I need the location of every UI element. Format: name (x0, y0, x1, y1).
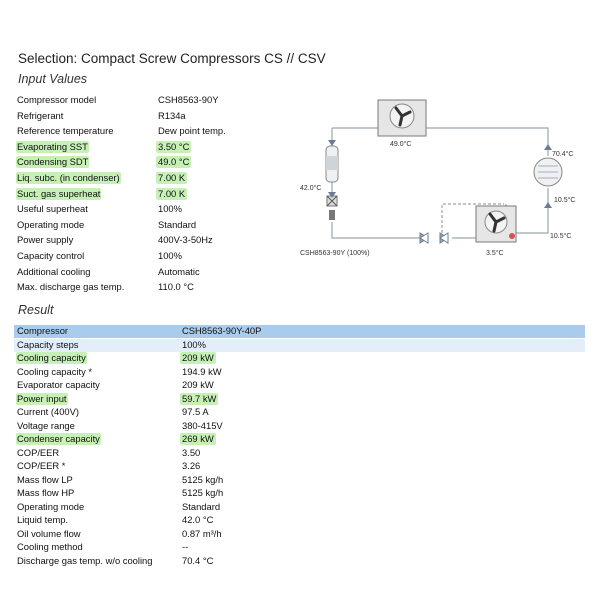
table-row (14, 474, 585, 487)
row-label: Cooling capacity * (17, 365, 93, 377)
table-row (16, 234, 316, 247)
row-value: 3.26 (182, 460, 201, 471)
page-title: Selection: Compact Screw Compressors CS // CSV (18, 51, 326, 66)
row-label: Suct. gas superheat (17, 187, 101, 199)
row-label: Evaporating SST (17, 140, 88, 152)
table-row (14, 460, 585, 473)
suction-temp-upper-label: 10.5°C (554, 197, 576, 204)
table-row (16, 203, 316, 216)
row-value: 100% (158, 250, 182, 261)
evaporator-temp-label: 3.5°C (486, 250, 504, 257)
row-label: Discharge gas temp. w/o cooling (17, 554, 153, 566)
row-value: 209 kW (182, 379, 214, 390)
row-label: Max. discharge gas temp. (17, 281, 125, 293)
row-value: 209 kW (182, 352, 214, 363)
row-value: CSH8563-90Y-40P (182, 325, 262, 336)
row-value: 42.0 °C (182, 514, 214, 525)
row-label: Cooling method (17, 541, 83, 552)
table-row (16, 266, 316, 279)
row-label: Reference temperature (17, 125, 114, 137)
row-value: 3.50 (182, 446, 201, 458)
expansion-valves (420, 233, 448, 243)
row-value: 100% (182, 338, 206, 350)
table-row (14, 555, 585, 568)
condenser-unit (378, 100, 426, 136)
table-row (16, 250, 316, 263)
row-value: 7.00 K (158, 187, 186, 199)
table-row (16, 110, 316, 123)
row-value: R134a (158, 109, 186, 121)
row-value: 97.5 A (182, 406, 209, 417)
filter-drier (327, 196, 337, 220)
row-value: 5125 kg/h (182, 473, 224, 485)
row-label: Capacity steps (17, 338, 79, 350)
table-row (16, 219, 316, 232)
table-row (16, 156, 316, 169)
row-value: -- (182, 541, 189, 552)
row-label: Operating mode (17, 500, 85, 512)
row-value: 49.0 °C (158, 156, 190, 168)
input-values-heading: Input Values (18, 72, 88, 86)
row-label: Power supply (17, 234, 74, 246)
table-row (14, 393, 585, 406)
row-label: Mass flow HP (17, 487, 75, 498)
table-row (16, 172, 316, 185)
row-label: Power input (17, 392, 67, 404)
table-row (16, 141, 316, 154)
row-label: Useful superheat (17, 203, 88, 215)
table-row (16, 125, 316, 138)
row-label: Condensing SDT (17, 156, 89, 168)
suction-temp-lower-label: 10.5°C (550, 233, 572, 240)
discharge-temp-label: 70.4°C (552, 151, 574, 158)
compressor-symbol (534, 158, 562, 186)
row-label: Cooling capacity (17, 352, 86, 363)
row-label: Compressor (17, 325, 69, 336)
row-label: Oil volume flow (17, 527, 81, 539)
table-row (16, 281, 316, 294)
row-value: 400V-3-50Hz (158, 234, 213, 246)
table-row (16, 94, 316, 107)
row-label: Operating mode (17, 218, 85, 230)
row-value: Automatic (158, 265, 200, 277)
table-row (14, 406, 585, 419)
evaporator-unit (476, 206, 516, 242)
row-label: Condenser capacity (17, 433, 100, 444)
row-label: Compressor model (17, 94, 97, 105)
row-label: Additional cooling (17, 265, 91, 277)
row-value: 70.4 °C (182, 554, 214, 566)
row-label: Liq. subc. (in condenser) (17, 172, 120, 183)
table-row (14, 366, 585, 379)
table-row (16, 188, 316, 201)
result-heading: Result (18, 303, 54, 317)
row-value: 0.87 m³/h (182, 527, 222, 539)
row-value: 110.0 °C (158, 281, 194, 293)
row-value: 380-415V (182, 419, 223, 431)
row-label: Current (400V) (17, 406, 80, 417)
row-value: Dew point temp. (158, 125, 226, 137)
row-value: 59.7 kW (182, 392, 217, 404)
model-caption: CSH8563-90Y (100%) (300, 250, 370, 257)
row-label: COP/EER (17, 446, 60, 458)
row-label: COP/EER * (17, 460, 66, 471)
row-value: 5125 kg/h (182, 487, 224, 498)
row-value: 7.00 K (158, 172, 186, 183)
table-row (14, 514, 585, 527)
row-label: Refrigerant (17, 109, 64, 121)
table-row (14, 501, 585, 514)
row-label: Evaporator capacity (17, 379, 100, 390)
table-row (14, 433, 585, 446)
row-value: 100% (158, 203, 182, 215)
row-label: Mass flow LP (17, 473, 73, 485)
table-row (14, 487, 585, 500)
table-row (14, 420, 585, 433)
condenser-temp-label: 49.0°C (390, 141, 412, 148)
row-value: 269 kW (182, 433, 214, 444)
row-value: Standard (182, 500, 221, 512)
table-row (14, 447, 585, 460)
row-label: Capacity control (17, 250, 85, 261)
row-label: Voltage range (17, 419, 75, 431)
receiver-tank (326, 146, 338, 182)
liquid-temp-label: 42.0°C (300, 185, 322, 192)
table-row (14, 352, 585, 365)
table-row (14, 528, 585, 541)
table-row (14, 379, 585, 392)
row-value: 194.9 kW (182, 365, 222, 377)
table-row (14, 325, 585, 338)
table-row (14, 339, 585, 352)
row-value: Standard (158, 218, 197, 230)
table-row (14, 541, 585, 554)
refrigeration-cycle-diagram (292, 92, 592, 262)
row-value: CSH8563-90Y (158, 94, 219, 105)
row-value: 3.50 °C (158, 140, 190, 152)
row-label: Liquid temp. (17, 514, 69, 525)
